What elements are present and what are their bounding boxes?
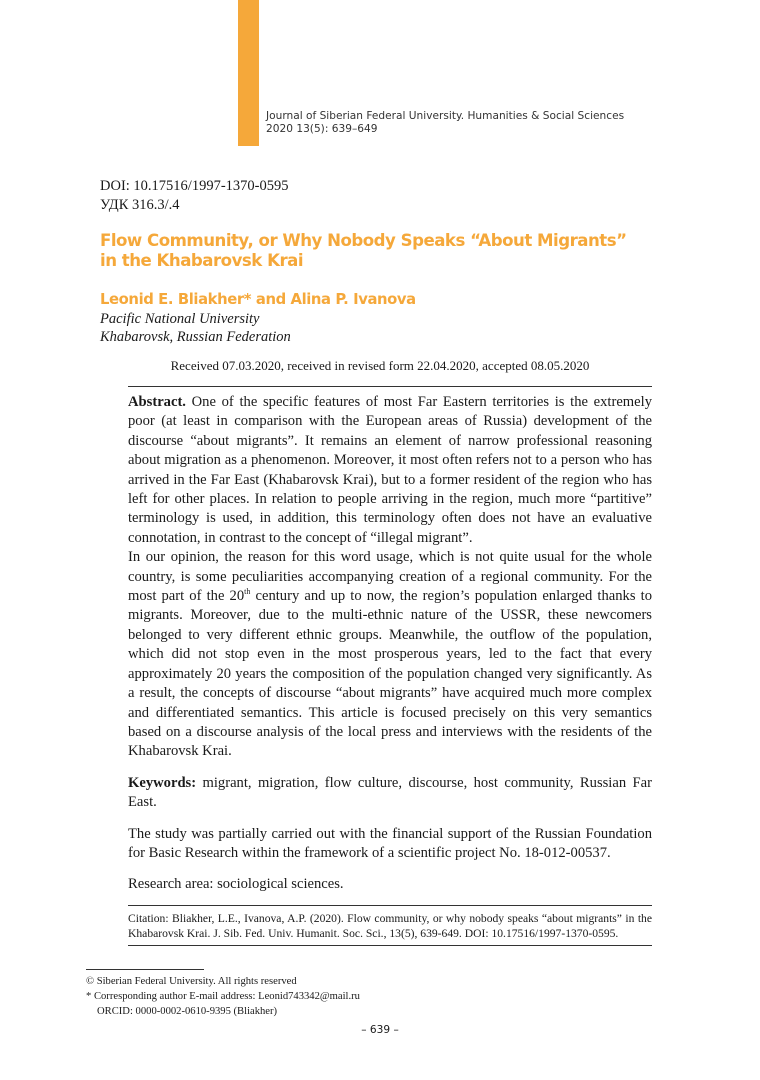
footnotes — [86, 974, 660, 1019]
abstract-para-1 — [128, 393, 652, 548]
journal-accent-bar — [238, 0, 259, 146]
research-area: Research area: sociological sciences. — [128, 876, 344, 893]
keywords-label: Keywords: — [128, 774, 197, 791]
keywords — [128, 774, 652, 813]
article-title — [100, 231, 660, 271]
page-number: – 639 – — [361, 1023, 399, 1036]
divider — [128, 386, 652, 387]
citation: Citation: Bliakher, L.E., Ivanova, A.P. (2020). Flow community, or why nobody speaks “about migrants” in the Khabarovsk Krai. J. Sib. Fed. Univ. Humanit. Soc. Sci., 13(5), 639-649. DOI: 10.17516/1997-1370-0595. — [128, 911, 652, 940]
identifiers — [100, 177, 660, 215]
page-content — [86, 177, 660, 1077]
abstract-para-2 — [128, 548, 652, 761]
udk: УДК 316.3/.4 — [100, 197, 180, 213]
footnote-divider — [86, 969, 204, 970]
abstract-text: One of the specific features of most Far Eastern territories is the extremely poor (at least in comparison with the European areas of Russia) development of the discourse “about migrants”. It remains an element of narrow professional reasoning about migration as a phenomenon. Moreover, it most often refers not to a person who has arrived in the Far East (Khabarovsk Krai), but to a former resident of the region who has left for other places. In relation to people arriving in the region, much more “partitive” terminology is used, in addition, this terminology often does not have an evaluative connotation, in contrast to the concept of “illegal migrant”. — [128, 394, 652, 546]
funding-note: The study was partially carried out with the financial support of the Russian Foundation for Basic Research within the framework of a scientific project No. 18-012-00537. — [128, 825, 652, 861]
received-dates: Received 07.03.2020, received in revised form 22.04.2020, accepted 08.05.2020 — [170, 358, 590, 373]
abstract-text: century and up to now, the region’s population enlarged thanks to migrants. Moreover, due to the multi-ethnic nature of the USSR, these newcomers belonged to very different ethnic groups. Meanwhile, the outflow of the population, which did not stop even in the most prosperous years, led to the fact that every approximately 20 years the composition of the population changed very significantly. As a result, the concepts of discourse “about migrants” have acquired much more complex and differentiated semantics. This article is focused precisely on this very semantics based on a discourse analysis of the local press and interviews with the residents of the Khabarovsk Krai. — [128, 588, 653, 760]
journal-name: Journal of Siberian Federal University. Humanities & Social Sciences — [266, 110, 625, 122]
title-line: in the Khabarovsk Krai — [100, 251, 304, 270]
journal-issue: 2020 13(5): 639–649 — [266, 123, 378, 135]
doi: DOI: 10.17516/1997-1370-0595 — [100, 178, 289, 194]
journal-header — [266, 110, 624, 136]
corresponding-author: * Corresponding author E-mail address: Leonid743342@mail.ru — [86, 990, 360, 1002]
orcid: ORCID: 0000-0002-0610-9395 (Bliakher) — [97, 1005, 278, 1017]
divider — [128, 905, 652, 906]
title-line: Flow Community, or Why Nobody Speaks “About Migrants” — [100, 231, 627, 250]
affiliation-line: Pacific National University — [100, 311, 260, 327]
copyright: © Siberian Federal University. All rights reserved — [86, 975, 297, 987]
affiliation — [100, 310, 660, 346]
affiliation-line: Khabarovsk, Russian Federation — [100, 329, 291, 345]
divider — [128, 945, 652, 946]
abstract-text: In our opinion, the reason for this word usage, which is not quite usual for the whole country, is some peculiarities accompanying creation of a regional community. For the most part of the 20 — [128, 549, 652, 605]
abstract-section — [128, 393, 652, 895]
superscript: th — [244, 587, 251, 597]
authors: Leonid E. Bliakher* and Alina P. Ivanova — [100, 291, 416, 308]
keywords-text: migrant, migration, flow culture, discourse, host community, Russian Far East. — [128, 774, 652, 811]
abstract-label: Abstract. — [128, 394, 186, 410]
